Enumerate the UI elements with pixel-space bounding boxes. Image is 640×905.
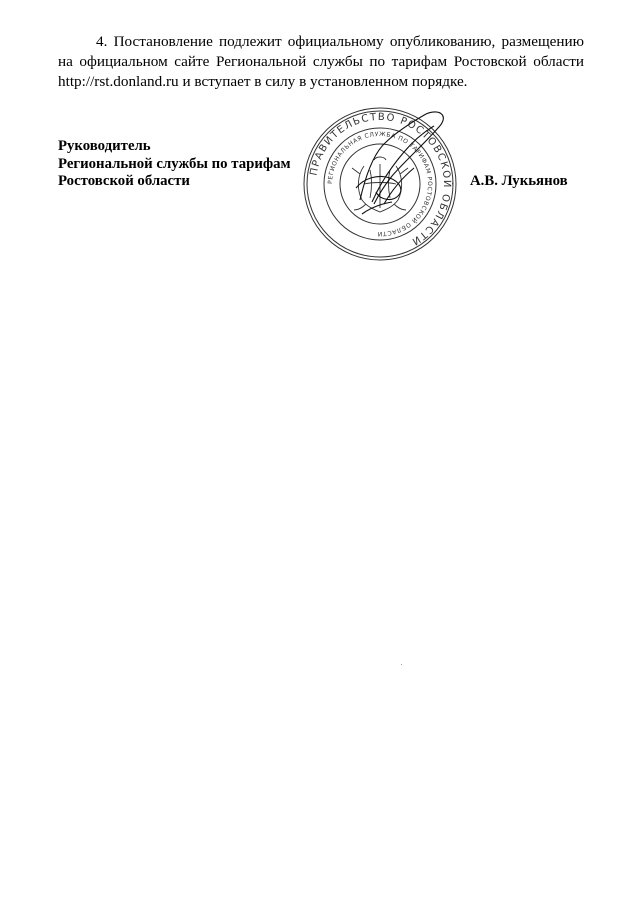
official-seal bbox=[300, 104, 460, 264]
signatory-name: А.В. Лукьянов bbox=[470, 173, 568, 189]
signatory-title-line-3: Ростовской области bbox=[58, 173, 190, 189]
svg-text:ПРАВИТЕЛЬСТВО РОСТОВСКОЙ ОБЛАС: ПРАВИТЕЛЬСТВО РОСТОВСКОЙ ОБЛАСТИ bbox=[308, 111, 453, 248]
scan-artifact-dot bbox=[401, 664, 402, 665]
svg-text:РЕГИОНАЛЬНАЯ СЛУЖБА ПО ТАРИФАМ: РЕГИОНАЛЬНАЯ СЛУЖБА ПО ТАРИФАМ РОСТОВСКОЙ ОБЛАСТИ bbox=[326, 130, 434, 238]
seal-stamp-graphic bbox=[300, 104, 460, 264]
signatory-title bbox=[58, 138, 291, 191]
signatory-title-line-2: Региональной службы по тарифам bbox=[58, 155, 291, 172]
paragraph-4: 4. Постановление подлежит официальному опубликованию, размещению на официальном сайте Региональной службы по тарифам Ростовской области http://rst.donland.ru и вступает в силу в установленном порядке. bbox=[58, 33, 584, 90]
signatory-title-line-1: Руководитель bbox=[58, 138, 151, 154]
